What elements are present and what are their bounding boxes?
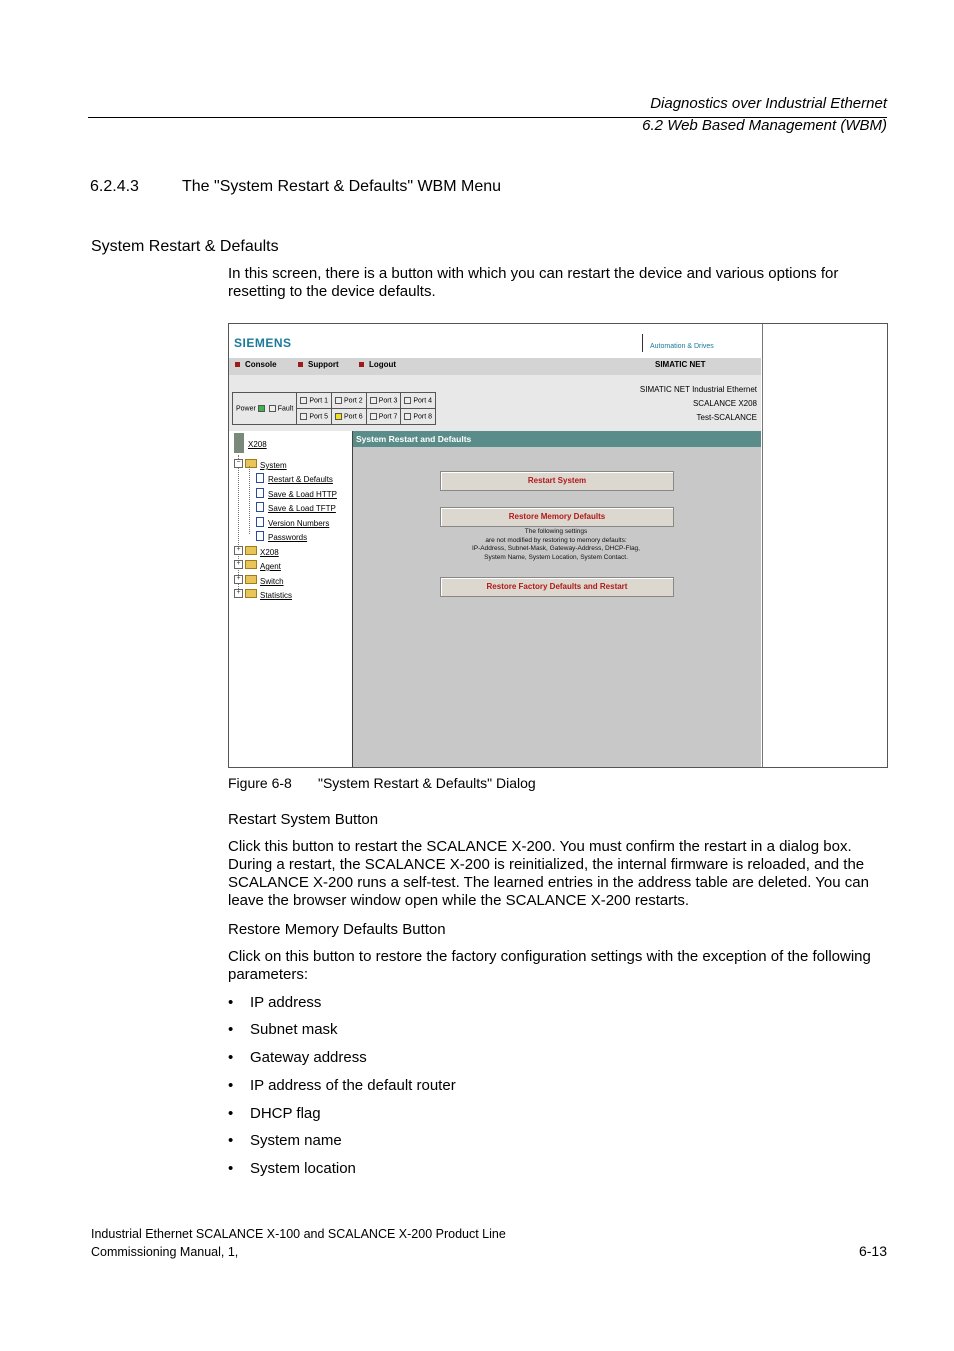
restore-factory-defaults-button[interactable]: Restore Factory Defaults and Restart <box>440 577 674 597</box>
restore-memory-defaults-button[interactable]: Restore Memory Defaults <box>440 507 674 527</box>
port-led-icon <box>300 413 307 420</box>
folder-icon <box>245 589 257 598</box>
expand-icon: + <box>234 546 243 555</box>
tree-guide <box>249 466 250 534</box>
restart-system-button[interactable]: Restart System <box>440 471 674 491</box>
bullet-icon <box>359 362 364 367</box>
page-icon <box>256 531 264 541</box>
tree-restart-defaults[interactable]: Restart & Defaults <box>256 469 333 487</box>
collapse-icon: − <box>234 459 243 468</box>
subheading: System Restart & Defaults <box>91 238 279 255</box>
wbm-screenshot <box>228 323 888 768</box>
tree-save-load-tftp[interactable]: Save & Load TFTP <box>256 498 336 516</box>
port-led-icon <box>335 413 342 420</box>
list-item: • Subnet mask <box>228 1021 338 1038</box>
tree-save-load-http[interactable]: Save & Load HTTP <box>256 484 337 502</box>
memory-defaults-note: The following settings are not modified by restoring to memory defaults: IP-Address, Subnet-Mask, Gateway-Address, DHCP-Flag, System Name, System Location, System Contact. <box>472 528 640 561</box>
brand-divider <box>642 334 643 352</box>
list-item: • System location <box>228 1160 356 1177</box>
figure-caption: Figure 6-8 "System Restart & Defaults" Dialog <box>228 775 536 791</box>
section-number: 6.2.4.3 <box>90 178 139 195</box>
footer-line-1: Industrial Ethernet SCALANCE X-100 and SCALANCE X-200 Product Line <box>91 1227 506 1241</box>
port-led-icon <box>300 397 307 404</box>
port-led-icon <box>370 397 377 404</box>
port-cell[interactable]: Port 2 <box>332 393 367 409</box>
tree-version-numbers[interactable]: Version Numbers <box>256 513 329 531</box>
list-item: • Gateway address <box>228 1049 367 1066</box>
expand-icon: + <box>234 575 243 584</box>
port-led-icon <box>335 397 342 404</box>
port-status-table <box>232 392 436 425</box>
list-item: • IP address of the default router <box>228 1077 456 1094</box>
tree-switch[interactable]: + Switch <box>234 571 284 589</box>
page-icon <box>256 473 264 483</box>
bullet-icon <box>298 362 303 367</box>
expand-icon: + <box>234 560 243 569</box>
folder-icon <box>245 459 257 468</box>
restart-heading: Restart System Button <box>228 811 379 828</box>
automation-drives-link[interactable]: Automation & Drives <box>650 343 714 350</box>
right-blank-pane <box>762 324 888 767</box>
bullet-icon <box>235 362 240 367</box>
page-icon <box>256 517 264 527</box>
nav-logout[interactable]: Logout <box>359 360 396 369</box>
tree-agent[interactable]: + Agent <box>234 556 281 574</box>
port-cell[interactable]: Port 6 <box>332 409 367 425</box>
nav-support[interactable]: Support <box>298 360 339 369</box>
device-line-2: SCALANCE X208 <box>692 399 757 408</box>
intro-paragraph: In this screen, there is a button with which you can restart the device and various options for resetting to the device defaults. <box>228 265 839 300</box>
port-cell[interactable]: Port 3 <box>366 393 401 409</box>
memory-heading: Restore Memory Defaults Button <box>228 921 446 938</box>
port-cell[interactable]: Port 7 <box>366 409 401 425</box>
folder-icon <box>245 546 257 555</box>
memory-paragraph: Click on this button to restore the factory configuration settings with the exception of the following parameters: <box>228 948 871 983</box>
page-icon <box>256 488 264 498</box>
power-led-icon <box>258 405 265 412</box>
siemens-logo: SIEMENS <box>234 336 292 350</box>
port-cell[interactable]: Port 8 <box>401 409 436 425</box>
folder-icon <box>245 560 257 569</box>
list-item: • IP address <box>228 994 322 1011</box>
list-item: • DHCP flag <box>228 1105 321 1122</box>
top-nav <box>229 358 761 375</box>
content-title-bar: System Restart and Defaults <box>353 431 761 447</box>
running-header-subtitle: 6.2 Web Based Management (WBM) <box>642 117 887 134</box>
tree-x208[interactable]: + X208 <box>234 542 279 560</box>
running-header-title: Diagnostics over Industrial Ethernet <box>650 95 887 112</box>
brand-bar <box>229 324 761 358</box>
nav-console[interactable]: Console <box>235 360 277 369</box>
fault-led-icon <box>269 405 276 412</box>
folder-icon <box>245 575 257 584</box>
page-number: 6-13 <box>858 1243 887 1259</box>
section-title: The "System Restart & Defaults" WBM Menu <box>182 178 502 195</box>
switch-device-icon <box>234 433 244 453</box>
port-led-icon <box>370 413 377 420</box>
content-pane <box>353 431 761 767</box>
footer-line-2: Commissioning Manual, 1, <box>91 1245 239 1259</box>
tree-passwords[interactable]: Passwords <box>256 527 307 545</box>
list-item: • System name <box>228 1132 342 1149</box>
navigation-tree <box>229 431 353 767</box>
tree-system[interactable]: − System <box>234 455 287 473</box>
port-cell[interactable]: Port 4 <box>401 393 436 409</box>
power-fault-cell: Power Fault <box>233 393 297 425</box>
port-led-icon <box>404 413 411 420</box>
tree-statistics[interactable]: + Statistics <box>234 585 292 603</box>
device-line-1: SIMATIC NET Industrial Ethernet <box>639 385 757 394</box>
tree-root[interactable]: X208 <box>234 433 267 453</box>
device-line-3: Test-SCALANCE <box>696 413 757 422</box>
restart-paragraph: Click this button to restart the SCALANCE X-200. You must confirm the restart in a dialog box. During a restart, the SCALANCE X-200 is reinitialized, the internal firmware is reloaded, and the SCALANCE X-200 runs a self-test. The learned entries in the address table are deleted. You can leave the browser window open while the SCALANCE X-200 restarts. <box>228 838 869 909</box>
port-led-icon <box>404 397 411 404</box>
expand-icon: + <box>234 589 243 598</box>
port-cell[interactable]: Port 1 <box>297 393 332 409</box>
simatic-net-label: SIMATIC NET <box>655 360 706 369</box>
port-cell[interactable]: Port 5 <box>297 409 332 425</box>
page-icon <box>256 502 264 512</box>
